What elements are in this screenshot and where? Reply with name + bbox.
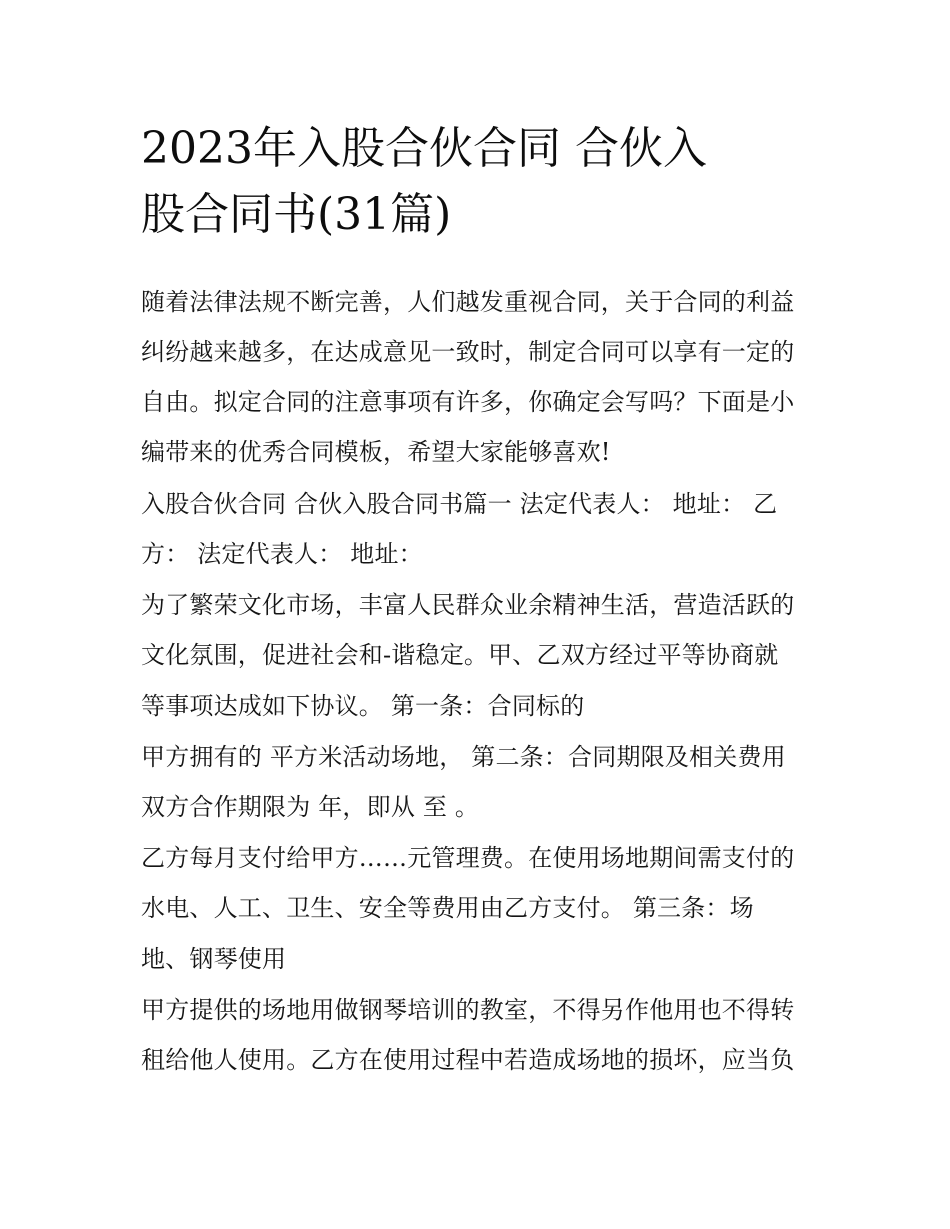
- document-title: [141, 116, 821, 248]
- body-line-8: 文化氛围，促进社会和-谐稳定。甲、乙双方经过平等协商就: [141, 641, 779, 669]
- body-line-2: 纠纷越来越多，在达成意见一致时，制定合同可以享有一定的: [141, 338, 795, 366]
- body-line-7: 为了繁荣文化市场，丰富人民群众业余精神生活，营造活跃的: [141, 591, 795, 619]
- body-line-6: 方： 法定代表人： 地址：: [141, 540, 423, 568]
- title-line-2: 股合同书(31篇): [141, 189, 452, 240]
- body-line-15: 甲方提供的场地用做钢琴培训的教室，不得另作他用也不得转: [141, 996, 795, 1024]
- body-line-16: 租给他人使用。乙方在使用过程中若造成场地的损坏，应当负: [141, 1046, 795, 1074]
- body-line-11: 双方合作期限为 年，即从 至 。: [141, 793, 480, 821]
- body-line-10: 甲方拥有的 平方米活动场地， 第二条：合同期限及相关费用: [141, 743, 786, 771]
- body-line-4: 编带来的优秀合同模板，希望大家能够喜欢!: [141, 438, 611, 466]
- body-line-5: 入股合伙合同 合伙入股合同书篇一 法定代表人： 地址： 乙: [141, 490, 778, 518]
- body-line-1: 随着法律法规不断完善，人们越发重视合同，关于合同的利益: [141, 288, 795, 316]
- body-line-12: 乙方每月支付给甲方……元管理费。在使用场地期间需支付的: [141, 844, 795, 872]
- body-line-9: 等事项达成如下协议。 第一条：合同标的: [141, 692, 585, 720]
- body-line-14: 地、钢琴使用: [141, 945, 287, 973]
- body-line-3: 自由。拟定合同的注意事项有许多，你确定会写吗？下面是小: [141, 388, 795, 416]
- title-line-1: 2023年入股合伙合同 合伙入: [141, 123, 707, 174]
- body-line-13: 水电、人工、卫生、安全等费用由乙方支付。 第三条：场: [141, 894, 754, 922]
